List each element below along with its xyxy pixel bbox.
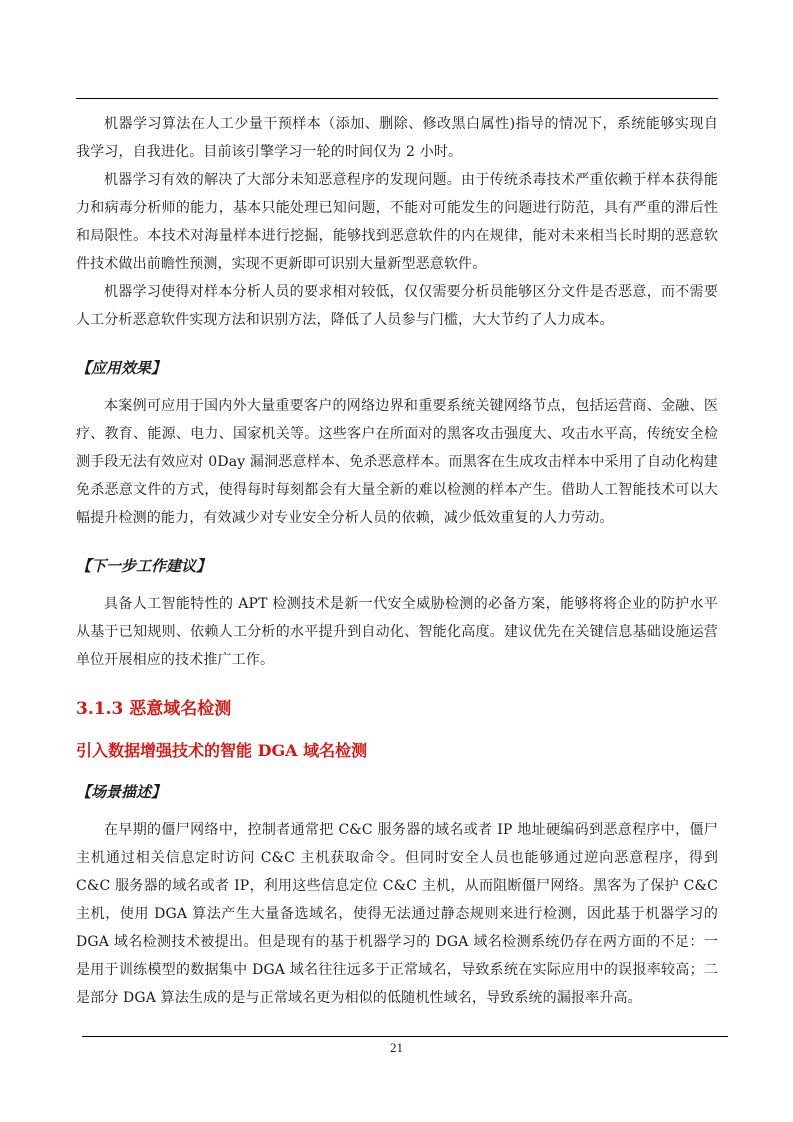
paragraph-ml-unknown-malware: 机器学习有效的解决了大部分未知恶意程序的发现问题。由于传统杀毒技术严重依赖于样本获得能力和病毒分析师的能力，基本只能处理已知问题，不能对可能发生的问题进行防范，具有严重的滞后性和局限性。本技术对海量样本进行挖掘，能够找到恶意软件的内在规律，能对未来相当长时期的恶意软件技术做出前瞻性预测，实现不更新即可识别大量新型恶意软件。 xyxy=(76,172,718,272)
header-rule xyxy=(76,98,718,99)
page-number: 21 xyxy=(390,1040,403,1055)
paragraph-ml-self-learning: 机器学习算法在人工少量干预样本（添加、删除、修改黑白属性)指导的情况下，系统能够实现自我学习，自我进化。目前该引擎学习一轮的时间仅为 2 小时。 xyxy=(76,116,718,160)
paragraph-scenario: 在早期的僵尸网络中，控制者通常把 C&C 服务器的域名或者 IP 地址硬编码到恶意程序中，僵尸主机通过相关信息定时访问 C&C 主机获取命令。但同时安全人员也能够通过逆向恶意程序，得到 C&C 服务器的域名或者 IP，利用这些信息定位 C&C 主机，从而阻断僵尸网络。黑客为了保护 C&C 主机，使用 DGA 算法产生大量备选域名，使得无法通过静态规则来进行检测，因此基于机器学习的 DGA 域名检测技术被提出。但是现有的基于机器学习的 DGA 域名检测系统仍存在两方面的不足：一是用于训练模型的数据集中 DGA 域名往往远多于正常域名，导致系统在实际应用中的误报率较高；二是部分 DGA 算法生成的是与正常域名更为相似的低随机性域名，导致系统的漏报率升高。 xyxy=(76,822,718,1006)
section-heading-next-steps: 【下一步工作建议】 xyxy=(76,557,212,575)
heading-dga-detection: 引入数据增强技术的智能 DGA 域名检测 xyxy=(76,741,368,760)
section-heading-scenario: 【场景描述】 xyxy=(76,783,167,801)
paragraph-application-effect: 本案例可应用于国内外大量重要客户的网络边界和重要系统关键网络节点，包括运营商、金融、医疗、教育、能源、电力、国家机关等。这些客户在所面对的黑客攻击强度大、攻击水平高，传统安全检测手段无法有效应对 0Day 漏洞恶意样本、免杀恶意样本。而黑客在生成攻击样本中采用了自动化构建免杀恶意文件的方式，使得每时每刻都会有大量全新的难以检测的样本产生。借助人工智能技术可以大幅提升检测的能力，有效减少对专业安全分析人员的依赖，减少低效重复的人力劳动。 xyxy=(76,398,718,526)
footer-rule xyxy=(82,1036,728,1037)
page-body xyxy=(76,110,718,1012)
paragraph-next-steps: 具备人工智能特性的 APT 检测技术是新一代安全威胁检测的必备方案，能够将将企业的防护水平从基于已知规则、依赖人工分析的水平提升到自动化、智能化高度。建议优先在关键信息基础设施运营单位开展相应的技术推广工作。 xyxy=(76,596,718,668)
heading-3-1-3: 3.1.3 恶意域名检测 xyxy=(76,699,232,719)
paragraph-ml-lower-requirements: 机器学习使得对样本分析人员的要求相对较低，仅仅需要分析员能够区分文件是否恶意，而不需要人工分析恶意软件实现方法和识别方法，降低了人员参与门槛，大大节约了人力成本。 xyxy=(76,284,718,328)
section-heading-effect: 【应用效果】 xyxy=(76,359,167,377)
